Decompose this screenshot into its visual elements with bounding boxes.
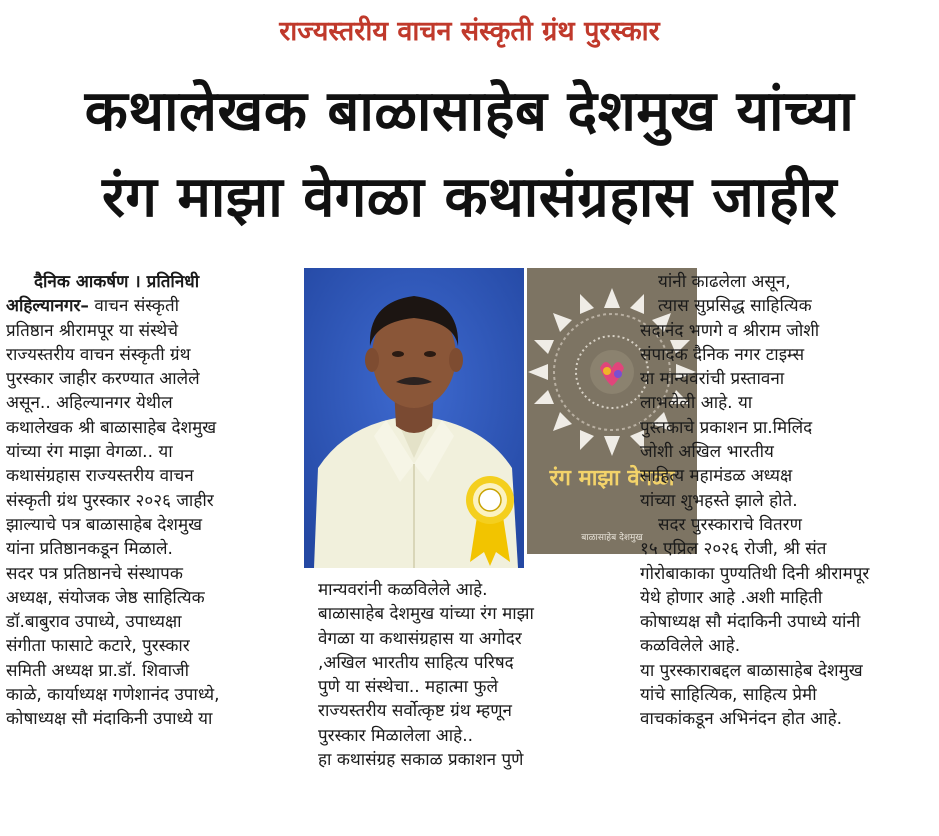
paragraph-line: ,अखिल भारतीय साहित्य परिषद — [318, 652, 514, 673]
paragraph-line: पुरस्कार मिळालेला आहे.. — [318, 725, 473, 746]
paragraph-line: येथे होणार आहे .अशी माहिती — [640, 587, 823, 608]
book-title: रंग माझा वेगळा — [549, 466, 675, 491]
paragraph-line: संगीता फासाटे कटारे, पुरस्कार — [6, 636, 190, 657]
paragraph-line: पुस्तकाचे प्रकाशन प्रा.मिलिंद — [640, 417, 813, 438]
article-kicker: राज्यस्तरीय वाचन संस्कृती ग्रंथ पुरस्कार — [279, 16, 660, 47]
paragraph-line: जोशी अखिल भारतीय — [640, 442, 774, 463]
headline-line-2: रंग माझा वेगळा कथासंग्रहास जाहीर — [101, 165, 837, 230]
paragraph-line: बाळासाहेब देशमुख यांच्या रंग माझा — [318, 604, 534, 625]
paragraph-line: यांना प्रतिष्ठानकडून मिळाले. — [6, 539, 173, 560]
paragraph-line: राज्यस्तरीय सर्वोत्कृष्ट ग्रंथ म्हणून — [318, 701, 512, 722]
dateline-place: अहिल्यानगर– — [6, 296, 89, 317]
book-author: बाळासाहेब देशमुख — [581, 533, 643, 543]
author-photo — [304, 268, 524, 568]
paragraph-line: सदर पत्र प्रतिष्ठानचे संस्थापक — [6, 563, 183, 584]
left-column — [6, 270, 298, 732]
paragraph-line: पुरस्कार जाहीर करण्यात आलेले — [6, 369, 200, 390]
paragraph-line: पुणे या संस्थेचा.. महात्मा फुले — [318, 677, 499, 698]
paragraph-line: सदर पुरस्काराचे वितरण — [658, 514, 802, 535]
headline-line-1: कथालेखक बाळासाहेब देशमुख यांच्या — [84, 79, 855, 144]
paragraph-line: संपादक दैनिक नगर टाइम्स — [640, 344, 805, 365]
paragraph-line: साहित्य महामंडळ अध्यक्ष — [640, 466, 793, 487]
paragraph-line: कथालेखक श्री बाळासाहेब देशमुख — [6, 417, 217, 438]
middle-column — [318, 578, 618, 772]
paragraph-line: असून.. अहिल्यानगर येथील — [6, 393, 173, 414]
paragraph-line: यांच्या शुभहस्ते झाले होते. — [640, 490, 798, 511]
paragraph-line: यांचे साहित्यिक, साहित्य प्रेमी — [640, 685, 817, 706]
paragraph-line: या पुरस्काराबद्दल बाळासाहेब देशमुख — [640, 660, 863, 681]
paragraph-line: सदानंद भणगे व श्रीराम जोशी — [640, 320, 820, 341]
paragraph-line: कळविलेले आहे. — [640, 636, 741, 657]
paragraph-line: मान्यवरांनी कळविलेले आहे. — [318, 580, 488, 600]
paragraph-line: प्रतिष्ठान श्रीरामपूर या संस्थेचे — [6, 320, 179, 341]
dateline: दैनिक आकर्षण । प्रतिनिधी — [34, 272, 200, 292]
paragraph-line: त्यास सुप्रसिद्ध साहित्यिक — [658, 296, 812, 317]
paragraph-line — [6, 294, 298, 318]
paragraph-line: अहिल्यानगर– वाचन संस्कृती — [6, 296, 180, 317]
paragraph-line: गोरोबाकाका पुण्यतिथी दिनी श्रीरामपूर — [640, 563, 870, 584]
paragraph-line: कथासंग्रहास राज्यस्तरीय वाचन — [6, 466, 194, 487]
paragraph-line: यांच्या रंग माझा वेगळा.. या — [6, 442, 173, 463]
paragraph-line: अध्यक्ष, संयोजक जेष्ठ साहित्यिक — [6, 587, 205, 608]
paragraph-line: लाभलेली आहे. या — [640, 393, 753, 414]
paragraph-line: हा कथासंग्रह सकाळ प्रकाशन पुणे — [318, 750, 524, 771]
paragraph-line: झाल्याचे पत्र बाळासाहेब देशमुख — [6, 514, 203, 535]
paragraph-line: समिती अध्यक्ष प्रा.डॉ. शिवाजी — [6, 660, 190, 681]
paragraph-line: कोषाध्यक्ष सौ मंदाकिनी उपाध्ये यांनी — [640, 612, 861, 633]
paragraph-line: वाचकांकडून अभिनंदन होत आहे. — [640, 709, 843, 730]
paragraph-line: कोषाध्यक्ष सौ मंदाकिनी उपाध्ये या — [6, 709, 213, 730]
author-portrait-illustration — [304, 268, 524, 568]
paragraph-line: डॉ.बाबुराव उपाध्ये, उपाध्यक्षा — [6, 612, 182, 633]
paragraph-line: वेगळा या कथासंग्रहास या अगोदर — [318, 628, 522, 649]
paragraph-line: राज्यस्तरीय वाचन संस्कृती ग्रंथ — [6, 344, 191, 365]
paragraph-line: संस्कृती ग्रंथ पुरस्कार २०२६ जाहीर — [6, 490, 214, 511]
paragraph-line: यांनी काढलेला असून, — [658, 272, 791, 292]
paragraph-line: काळे, कार्याध्यक्ष गणेशानंद उपाध्ये, — [6, 685, 220, 706]
paragraph-line: १५ एप्रिल २०२६ रोजी, श्री संत — [640, 539, 827, 560]
right-column — [640, 270, 936, 732]
paragraph-line: या मान्यवरांची प्रस्तावना — [640, 369, 785, 390]
